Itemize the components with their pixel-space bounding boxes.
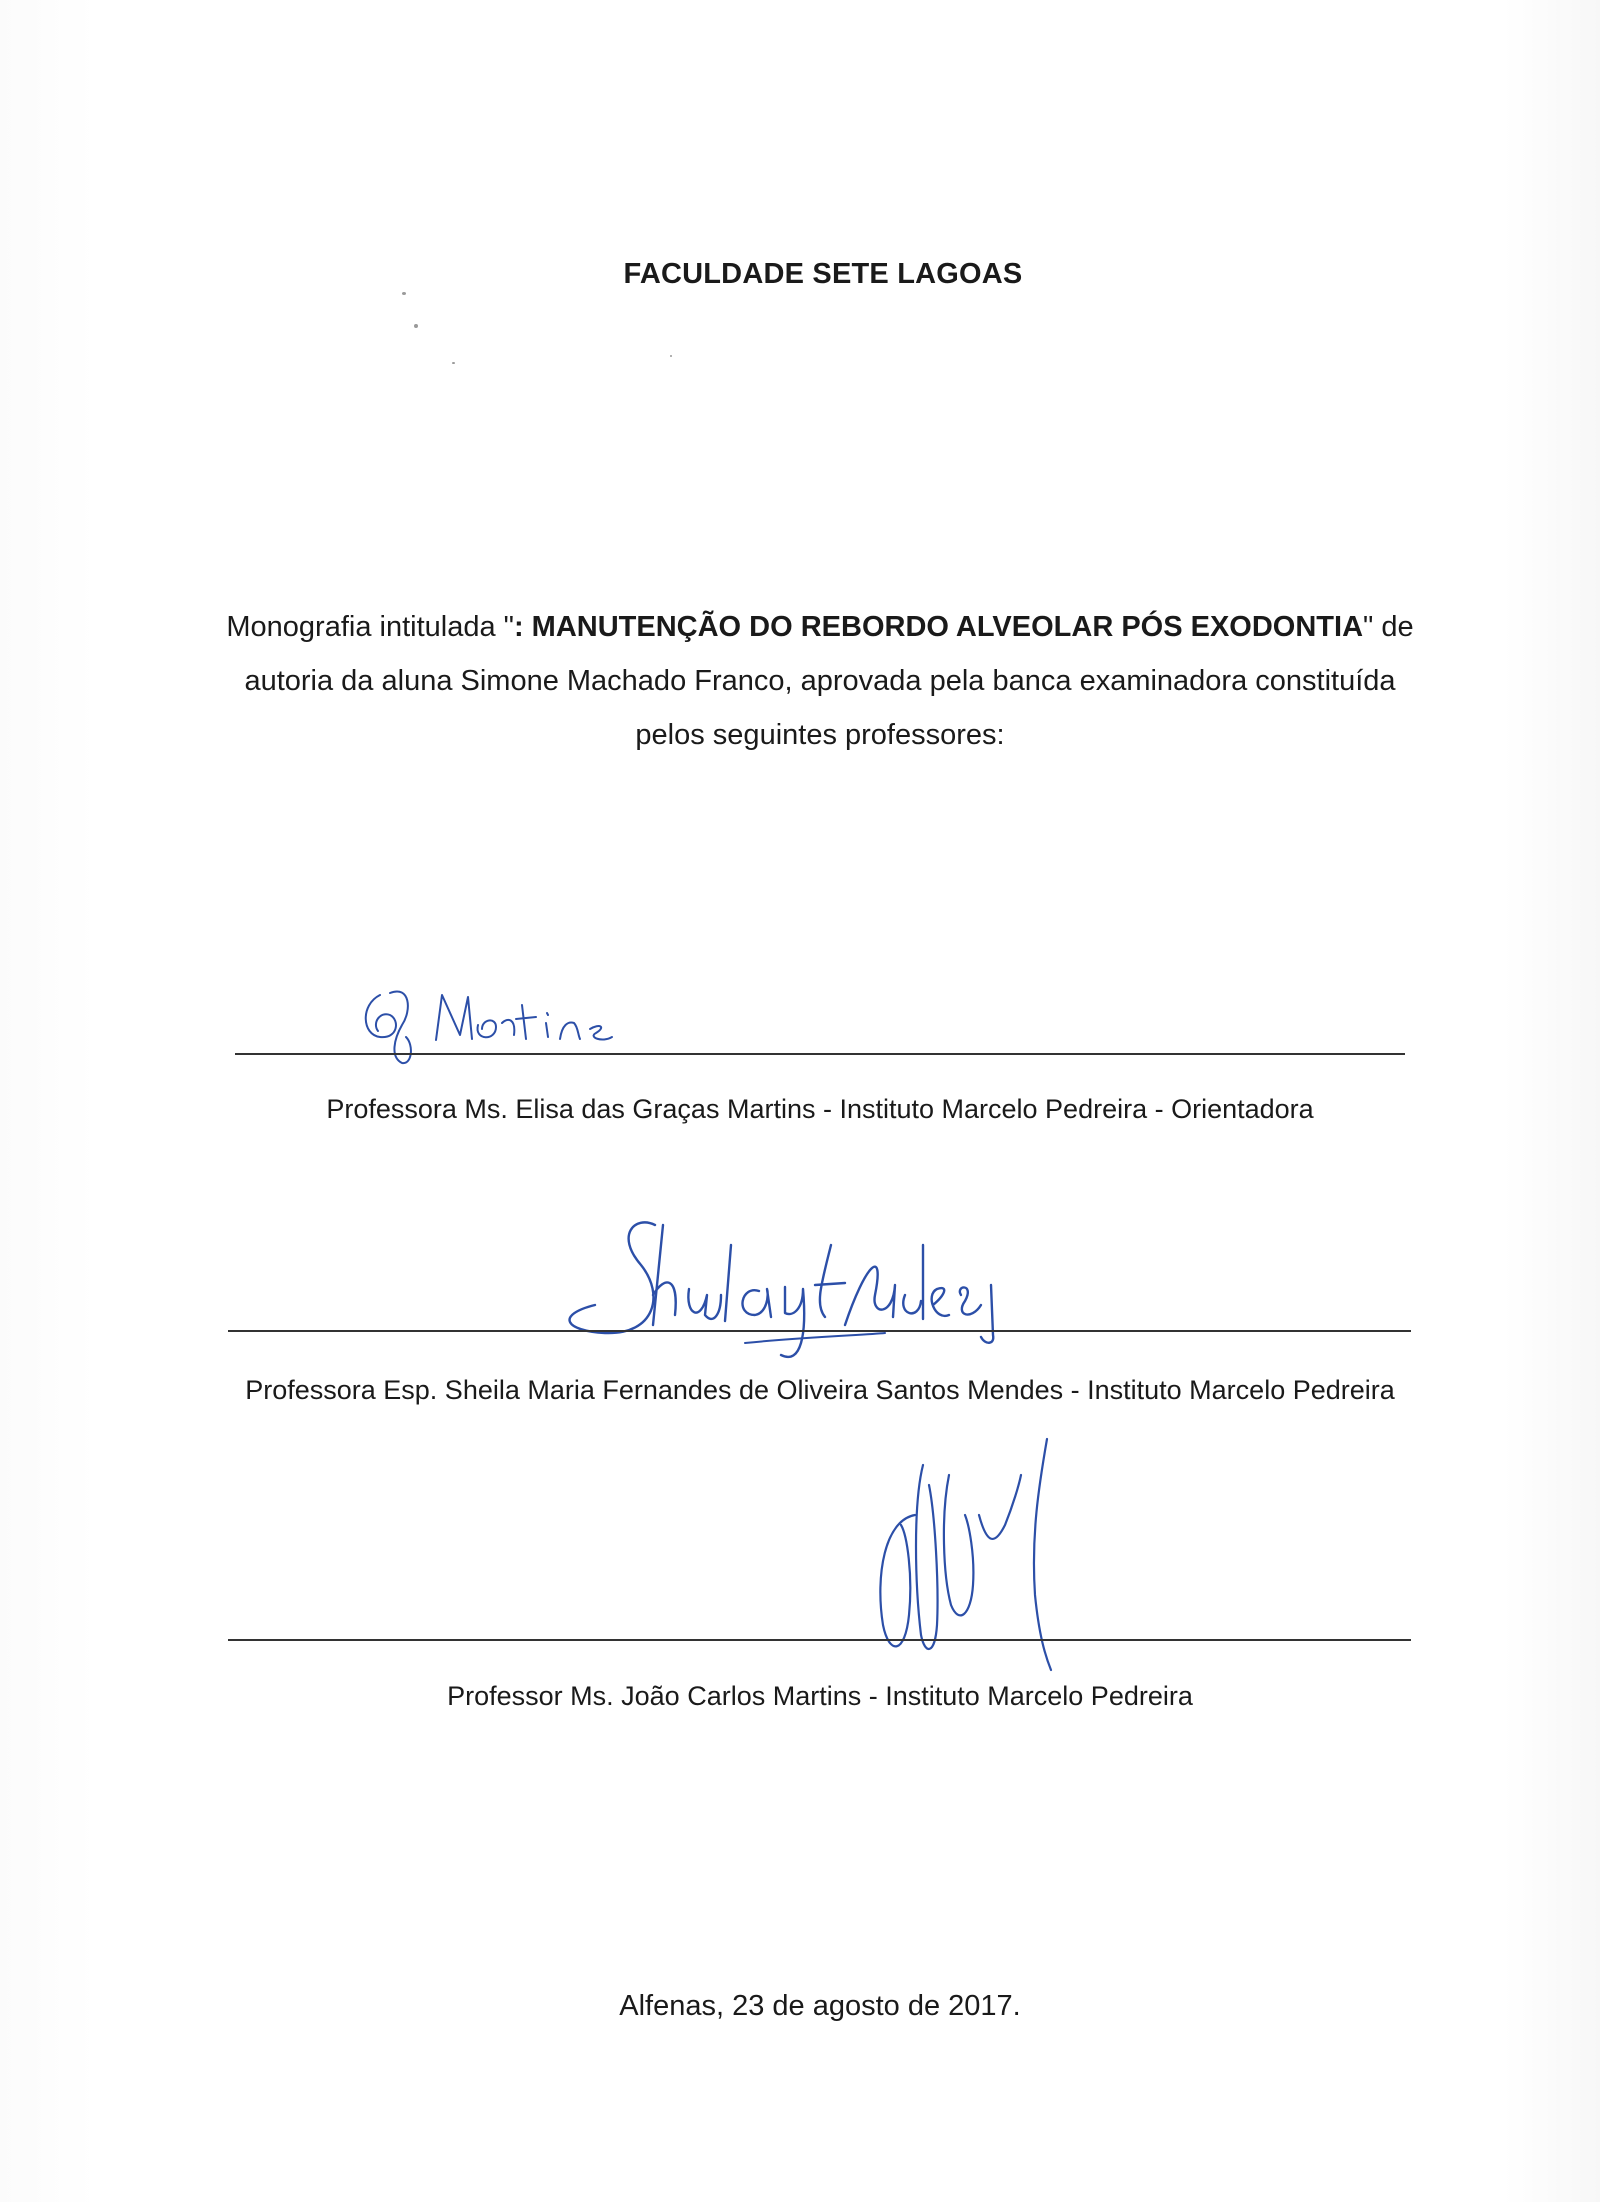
statement-prefix: Monografia intitulada ": [226, 611, 514, 643]
examiner-caption: Professor Ms. João Carlos Martins - Instituto Marcelo Pedreira: [447, 1681, 1193, 1711]
examiner-caption: Professora Esp. Sheila Maria Fernandes de Oliveira Santos Mendes - Instituto Marcelo Pedreira: [245, 1375, 1395, 1405]
scan-speck: [402, 292, 406, 295]
signature-joao-martins: [855, 1425, 1075, 1670]
monograph-title: : MANUTENÇÃO DO REBORDO ALVEOLAR PÓS EXODONTIA: [513, 611, 1364, 643]
signature-sheila-mendes: [545, 1205, 1045, 1355]
place-and-date: Alfenas, 23 de agosto de 2017.: [619, 1990, 1021, 2022]
scan-speck: [670, 355, 672, 357]
signature-elisa-martins: [350, 965, 650, 1075]
scan-speck: [414, 324, 418, 328]
signature-line: [228, 1330, 1411, 1332]
signature-line: [235, 1053, 1405, 1055]
signature-line: [228, 1639, 1411, 1641]
scan-speck: [452, 362, 455, 364]
approval-statement: [220, 600, 1420, 762]
institution-name: FACULDADE SETE LAGOAS: [623, 258, 1023, 290]
statement-suffix: " de autoria da aluna Simone Machado Franco, aprovada pela banca examinadora constituída pelos seguintes professores:: [244, 611, 1414, 751]
examiner-caption: Professora Ms. Elisa das Graças Martins - Instituto Marcelo Pedreira - Orientadora: [326, 1094, 1314, 1124]
